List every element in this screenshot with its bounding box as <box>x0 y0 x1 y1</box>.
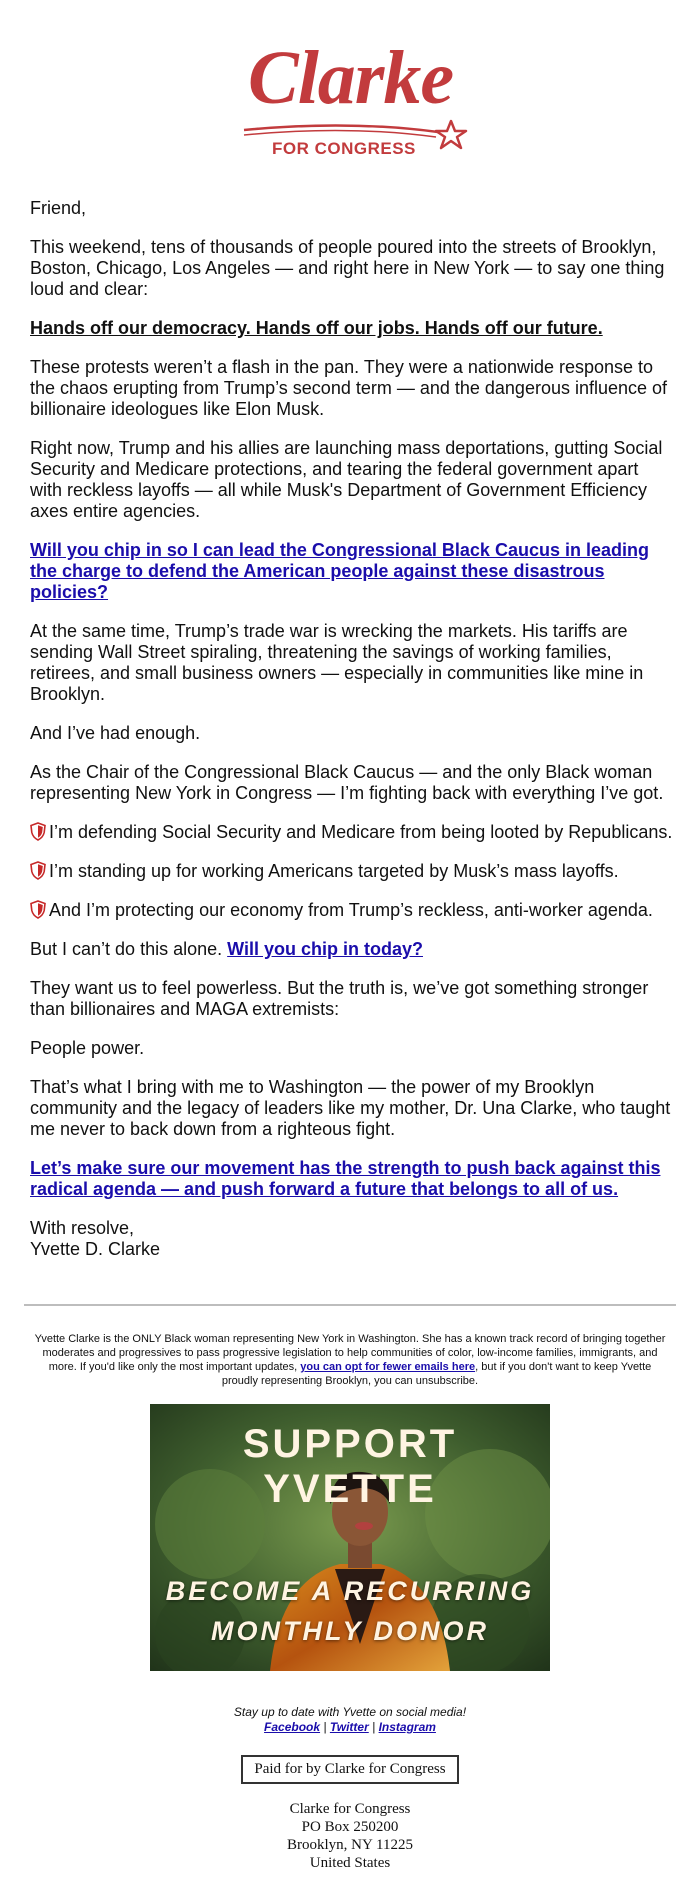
address-line: Clarke for Congress <box>289 1801 411 1817</box>
paragraph-alone <box>30 939 674 960</box>
banner-title: SUPPORT YVETTE <box>242 1422 458 1511</box>
address-line: Brooklyn, NY 11225 <box>287 1837 413 1853</box>
bullet-text: And I’m protecting our economy from Trump’s reckless, anti-worker agenda. <box>49 900 653 920</box>
recurring-donor-banner[interactable] <box>150 1404 550 1671</box>
paragraph-chair: As the Chair of the Congressional Black Caucus — and the only Black woman representing New York in Congress — I’m fighting back with everything I’ve got. <box>30 762 664 803</box>
shield-icon <box>30 861 46 880</box>
bullet-text: I’m standing up for working Americans targeted by Musk’s mass layoffs. <box>49 861 619 881</box>
social-section <box>0 1705 700 1735</box>
greeting: Friend, <box>30 198 87 218</box>
paragraph-people-power: People power. <box>30 1038 145 1058</box>
clarke-logo <box>230 36 470 165</box>
bullet-item <box>30 822 674 843</box>
closing: With resolve, <box>30 1218 135 1238</box>
paragraph-policies: Right now, Trump and his allies are launching mass deportations, gutting Social Security and Medicare protections, and tearing the federal government apart with reckless layoffs — all while Musk's Department of Government Efficiency axes entire agencies. <box>30 438 663 521</box>
address-line: PO Box 250200 <box>301 1819 399 1835</box>
alone-text: But I can’t do this alone. <box>30 939 223 959</box>
footer-divider <box>24 1304 676 1306</box>
shield-icon <box>30 822 46 841</box>
shield-icon <box>30 900 46 919</box>
paid-for-disclaimer: Paid for by Clarke for Congress <box>241 1755 459 1784</box>
disclaimer-text: Yvette Clarke is the ONLY Black woman representing New York in Washington. She has a known track record of bringing together moderates and progressives to pass progressive legislation to help communities of color, low-income families, immigrants, and more. If you'd like only the most important updates, <box>34 1333 666 1373</box>
donate-link-today[interactable]: Will you chip in today? <box>227 939 423 959</box>
twitter-link[interactable]: Twitter <box>329 1720 369 1734</box>
donate-link-caucus[interactable]: Will you chip in so I can lead the Congressional Black Caucus in leading the charge to defend the American people against these disastrous policies? <box>30 540 649 602</box>
fewer-emails-link[interactable]: you can opt for fewer emails here <box>300 1361 476 1373</box>
disclaimer-text-end: , but if you don't want to keep Yvette proudly representing Brooklyn, you can unsubscribe. <box>221 1361 652 1387</box>
instagram-link[interactable]: Instagram <box>378 1720 436 1734</box>
paragraph-powerless: They want us to feel powerless. But the truth is, we’ve got something stronger than billionaires and MAGA extremists: <box>30 978 649 1019</box>
facebook-link[interactable]: Facebook <box>264 1720 321 1734</box>
social-text: Stay up to date with Yvette on social media! <box>233 1705 467 1719</box>
paragraph-protests: This weekend, tens of thousands of people poured into the streets of Brooklyn, Boston, Chicago, Los Angeles — and right here in New York — to say one thing loud and clear: <box>30 237 665 299</box>
social-separator: | <box>323 1720 327 1734</box>
paragraph-response: These protests weren’t a flash in the pan. They were a nationwide response to the chaos erupting from Trump’s second term — and the dangerous influence of billionaire ideologues like Elon Musk. <box>30 357 668 419</box>
bullet-item <box>30 861 674 882</box>
donate-link-movement[interactable]: Let’s make sure our movement has the strength to push back against this radical agenda — and push forward a future that belongs to all of us. <box>30 1158 661 1199</box>
social-links <box>0 1720 700 1735</box>
sign-off <box>30 1218 674 1260</box>
banner-cta-line1: BECOME A RECURRING <box>165 1576 535 1606</box>
logo-wordmark: Clarke <box>248 36 454 120</box>
signature: Yvette D. Clarke <box>30 1239 161 1259</box>
bullet-text: I’m defending Social Security and Medicare from being looted by Republicans. <box>49 822 673 842</box>
mailing-address <box>0 1800 700 1872</box>
address-line: United States <box>309 1855 391 1871</box>
email-body <box>30 198 674 1260</box>
paragraph-enough: And I’ve had enough. <box>30 723 201 743</box>
slogan: Hands off our democracy. Hands off our jobs. Hands off our future. <box>30 318 603 338</box>
paragraph-trade-war: At the same time, Trump’s trade war is wrecking the markets. His tariffs are sending Wall Street spiraling, threatening the savings of working families, retirees, and small business owners — especially in communities like mine in Brooklyn. <box>30 621 644 704</box>
social-separator: | <box>372 1720 376 1734</box>
logo-tagline: FOR CONGRESS <box>272 139 416 158</box>
bullet-item <box>30 900 674 921</box>
banner-cta-line2: MONTHLY DONOR <box>211 1616 489 1646</box>
paragraph-washington: That’s what I bring with me to Washington — the power of my Brooklyn community and the legacy of leaders like my mother, Dr. Una Clarke, who taught me never to back down from a righteous fight. <box>30 1077 671 1139</box>
footer-disclaimer <box>30 1332 670 1388</box>
